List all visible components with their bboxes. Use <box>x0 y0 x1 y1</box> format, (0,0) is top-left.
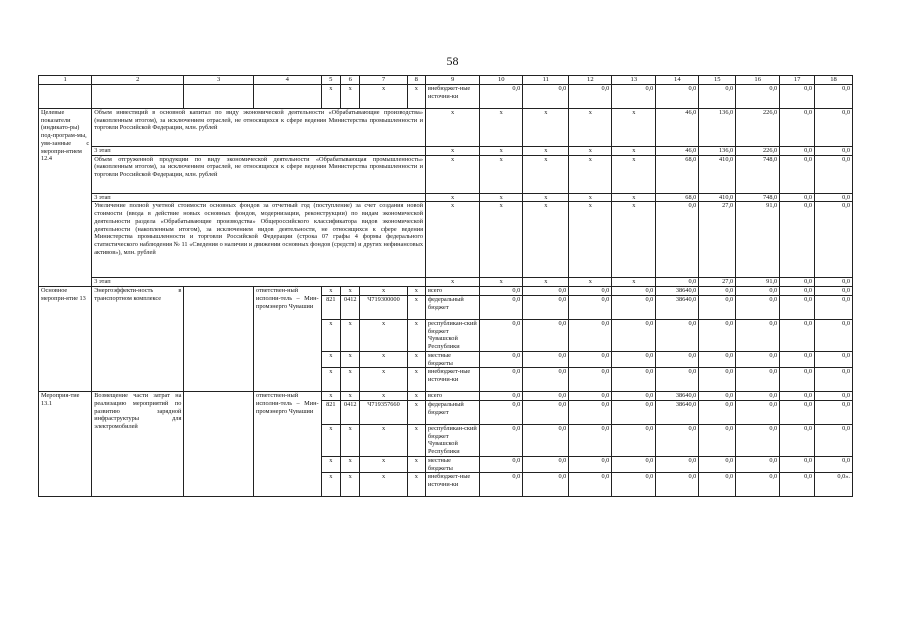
table-cell: х <box>360 473 407 497</box>
header-row <box>39 76 853 85</box>
table-cell <box>39 85 92 109</box>
table-cell: 0,0 <box>815 400 853 424</box>
table-cell: 0,0 <box>523 287 569 296</box>
table-cell: 0,0 <box>736 400 780 424</box>
table-cell: 10 <box>480 76 523 85</box>
table-cell: 0,0 <box>656 319 699 351</box>
table-cell: 0,0». <box>815 473 853 497</box>
table-cell: 0,0 <box>736 473 780 497</box>
table-cell: 0,0 <box>523 295 569 319</box>
table-cell: 5 <box>321 76 340 85</box>
table-cell: 0,0 <box>699 287 736 296</box>
table-cell: 3 этап <box>92 278 426 287</box>
table-cell: 0,0 <box>523 319 569 351</box>
table-cell: 821 <box>321 295 340 319</box>
table-cell: 0,0 <box>699 351 736 367</box>
table-cell: 0,0 <box>569 85 612 109</box>
table-cell <box>184 392 254 497</box>
table-cell: 0,0 <box>480 368 523 392</box>
table-cell: 0,0 <box>780 351 815 367</box>
table-cell: х <box>341 351 360 367</box>
table-row <box>39 392 853 401</box>
table-cell: 0,0 <box>815 202 853 278</box>
table-cell: Целевые показатели (индикато-ры) под-програм-мы, увя-занные с меропри-ятием 12.4 <box>39 109 92 287</box>
table-cell: 0,0 <box>736 85 780 109</box>
table-cell: х <box>612 202 656 278</box>
table-cell: 0,0 <box>656 85 699 109</box>
table-cell: 0,0 <box>523 368 569 392</box>
table-cell: 27,0 <box>699 278 736 287</box>
table-cell: 0,0 <box>815 351 853 367</box>
table-cell: 0,0 <box>612 287 656 296</box>
table-cell: х <box>425 109 479 147</box>
table-cell: х <box>321 287 340 296</box>
table-cell: х <box>569 147 612 156</box>
table-cell: 0,0 <box>523 473 569 497</box>
table-cell: 38640,0 <box>656 400 699 424</box>
table-cell: х <box>407 400 425 424</box>
table-cell: 0,0 <box>612 351 656 367</box>
table-cell: 0,0 <box>699 456 736 472</box>
table-cell: х <box>407 295 425 319</box>
table-cell: 0,0 <box>656 351 699 367</box>
table-cell: х <box>480 147 523 156</box>
table-cell: 0412 <box>341 295 360 319</box>
table-cell: 0,0 <box>815 155 853 193</box>
table-cell: х <box>360 85 407 109</box>
table-cell: 0,0 <box>815 392 853 401</box>
table-cell: х <box>321 392 340 401</box>
table-cell: х <box>480 109 523 147</box>
table-cell: 3 этап <box>92 147 426 156</box>
table-cell: 136,0 <box>699 147 736 156</box>
table-cell: х <box>569 155 612 193</box>
table-cell: х <box>360 392 407 401</box>
table-cell: Объем отгруженной продукции по виду экономической деятельности «Обрабатывающая промышленность» (накопленным итогом), за исключением отраслей, не относящихся к сфере ведения Министерства промышленности и торговли Российской Федерации, млн. рублей <box>92 155 426 193</box>
table-cell: х <box>321 456 340 472</box>
table-cell: х <box>523 155 569 193</box>
table-cell: х <box>341 473 360 497</box>
table-cell: 748,0 <box>736 155 780 193</box>
table-cell: внебюджет-ные источни-ки <box>425 368 479 392</box>
table-cell: 0,0 <box>569 456 612 472</box>
table-cell <box>92 85 184 109</box>
table-cell: 17 <box>780 76 815 85</box>
table-cell: 0,0 <box>656 368 699 392</box>
table-cell: 0,0 <box>699 85 736 109</box>
table-cell: 0,0 <box>569 368 612 392</box>
table-cell: х <box>407 473 425 497</box>
table-cell: х <box>523 202 569 278</box>
table-row <box>39 193 853 202</box>
table-cell: х <box>612 193 656 202</box>
table-cell: 11 <box>523 76 569 85</box>
table-cell: х <box>341 456 360 472</box>
table-cell: х <box>321 424 340 456</box>
table-cell: 0,0 <box>523 456 569 472</box>
table-cell: 38640,0 <box>656 295 699 319</box>
table-cell: 0,0 <box>656 202 699 278</box>
table-cell: 0,0 <box>480 319 523 351</box>
table-cell: федеральный бюджет <box>425 295 479 319</box>
table-cell: 0,0 <box>815 109 853 147</box>
table-cell <box>184 85 254 109</box>
table-cell: х <box>360 319 407 351</box>
table-cell: 7 <box>360 76 407 85</box>
table-cell: х <box>321 368 340 392</box>
table-cell: 0,0 <box>815 424 853 456</box>
table-cell: х <box>341 85 360 109</box>
table-cell: 68,0 <box>656 193 699 202</box>
table-cell: 0,0 <box>480 400 523 424</box>
table-cell: республикан-ский бюджет Чувашской Республики <box>425 424 479 456</box>
table-cell: х <box>523 278 569 287</box>
table-cell: х <box>321 85 340 109</box>
table-cell: 0,0 <box>656 424 699 456</box>
table-cell: 226,0 <box>736 109 780 147</box>
table-cell: х <box>407 392 425 401</box>
table-cell: 136,0 <box>699 109 736 147</box>
table-cell: 0,0 <box>815 295 853 319</box>
table-cell: Увеличение полной учетной стоимости основных фондов за отчетный год (поступление) за счет создания новой стоимости (ввода в действие новых основных фондов, модернизации, реконструкции) по видам экономической деятельности раздела «Обрабатывающие производства» Общероссийского классификатора видов экономической деятельности (накопленным итогом), за исключением видов деятельности, не относящихся к сфере ведения Министерства промышленности и торговли Российской Федерации (строка 07 графы 4 формы федерального статистического наблюдения № 11 «Сведения о наличии и движении основных фондов (средств) и других нефинансовых активов»), млн. рублей <box>92 202 426 278</box>
table-cell: х <box>407 351 425 367</box>
table-cell: 0,0 <box>612 392 656 401</box>
table-cell: 0,0 <box>612 456 656 472</box>
table-cell: 18 <box>815 76 853 85</box>
table-cell: 0,0 <box>612 400 656 424</box>
table-cell: 68,0 <box>656 155 699 193</box>
table-cell: 0,0 <box>736 424 780 456</box>
table-cell: х <box>569 278 612 287</box>
table-cell: 0,0 <box>569 392 612 401</box>
table-cell: 0,0 <box>523 85 569 109</box>
table-cell: 748,0 <box>736 193 780 202</box>
table-cell: 0,0 <box>780 368 815 392</box>
table-cell: 9 <box>425 76 479 85</box>
table-cell: 0,0 <box>699 368 736 392</box>
table-cell: х <box>523 109 569 147</box>
table-cell: х <box>407 368 425 392</box>
page-number: 58 <box>446 54 459 68</box>
table-cell: 0,0 <box>815 193 853 202</box>
table-cell <box>184 287 254 392</box>
table-cell: 0,0 <box>480 473 523 497</box>
table-cell: х <box>407 85 425 109</box>
table-cell: 27,0 <box>699 202 736 278</box>
table-cell: х <box>360 351 407 367</box>
table-cell: х <box>341 319 360 351</box>
table-cell: Ч719357660 <box>360 400 407 424</box>
table-cell: 6 <box>341 76 360 85</box>
table-row <box>39 202 853 278</box>
table-cell: 226,0 <box>736 147 780 156</box>
table-cell: 0,0 <box>815 456 853 472</box>
table-cell: х <box>612 147 656 156</box>
table-cell: х <box>360 368 407 392</box>
table-cell: 0,0 <box>569 319 612 351</box>
table-cell: 0,0 <box>480 295 523 319</box>
table-cell: 0,0 <box>523 392 569 401</box>
table-row <box>39 85 853 109</box>
table-row <box>39 109 853 147</box>
table-cell: 0,0 <box>569 287 612 296</box>
table-cell: х <box>480 155 523 193</box>
table-cell: 0,0 <box>780 424 815 456</box>
table-cell: всего <box>425 392 479 401</box>
table-cell: 0,0 <box>780 456 815 472</box>
table-cell: 0,0 <box>656 456 699 472</box>
table-cell: Мероприя-тие 13.1 <box>39 392 92 497</box>
table-cell: 3 этап <box>92 193 426 202</box>
table-cell: 91,0 <box>736 202 780 278</box>
table-cell: 0,0 <box>699 319 736 351</box>
table-cell: х <box>523 193 569 202</box>
table-cell: 0,0 <box>780 202 815 278</box>
table-cell: 410,0 <box>699 155 736 193</box>
table-cell: х <box>407 287 425 296</box>
table-cell: 0,0 <box>780 400 815 424</box>
table-cell: 8 <box>407 76 425 85</box>
table-cell: х <box>425 147 479 156</box>
table-cell: 0,0 <box>699 424 736 456</box>
table-cell: 0,0 <box>699 473 736 497</box>
table-cell: х <box>341 368 360 392</box>
table-cell: 0,0 <box>569 400 612 424</box>
table-cell: 0,0 <box>699 295 736 319</box>
table-cell: 0,0 <box>736 456 780 472</box>
table-cell: республикан-ский бюджет Чувашской Республики <box>425 319 479 351</box>
table-cell: 0,0 <box>780 295 815 319</box>
table-cell: 0,0 <box>736 287 780 296</box>
table-cell: х <box>341 424 360 456</box>
table-cell: 0,0 <box>736 295 780 319</box>
table-cell: 0,0 <box>699 400 736 424</box>
table-cell: х <box>569 109 612 147</box>
table-cell: 410,0 <box>699 193 736 202</box>
table-cell: местные бюджеты <box>425 456 479 472</box>
table-cell: х <box>612 155 656 193</box>
table-cell: 14 <box>656 76 699 85</box>
table-cell: 0,0 <box>480 424 523 456</box>
table-cell: 0,0 <box>815 278 853 287</box>
table-cell: 0,0 <box>780 278 815 287</box>
table-cell: Основное меропри-ятие 13 <box>39 287 92 392</box>
table-cell: х <box>407 456 425 472</box>
table-row <box>39 278 853 287</box>
table-cell: 3 <box>184 76 254 85</box>
table-cell: х <box>407 319 425 351</box>
table-cell: 12 <box>569 76 612 85</box>
table-cell: 0,0 <box>780 109 815 147</box>
table-cell: х <box>360 456 407 472</box>
table-cell: ответствен-ный исполни-тель – Мин-промэнерго Чувашии <box>254 287 322 392</box>
table-row <box>39 155 853 193</box>
table-cell: х <box>569 202 612 278</box>
table-cell: 0,0 <box>480 392 523 401</box>
table-cell: 0,0 <box>736 319 780 351</box>
table-cell: 13 <box>612 76 656 85</box>
table-cell: х <box>612 278 656 287</box>
table-cell: 0,0 <box>612 368 656 392</box>
table-cell: 0,0 <box>780 193 815 202</box>
table-cell: 0,0 <box>480 456 523 472</box>
table-cell: х <box>360 287 407 296</box>
table-cell: 0,0 <box>815 319 853 351</box>
table-cell: 0,0 <box>736 392 780 401</box>
table-cell: х <box>480 202 523 278</box>
table-cell: 0,0 <box>612 473 656 497</box>
table-cell: Возмещение части затрат на реализацию мероприятий по развитию зарядной инфраструктуры для электромобилей <box>92 392 184 497</box>
table-cell: 16 <box>736 76 780 85</box>
table-cell: 0,0 <box>612 319 656 351</box>
table-cell: 1 <box>39 76 92 85</box>
table-cell: 0,0 <box>656 278 699 287</box>
table-cell: х <box>321 351 340 367</box>
table-cell: х <box>569 193 612 202</box>
table-cell: 0,0 <box>480 351 523 367</box>
table-cell: х <box>425 155 479 193</box>
table-cell: 0,0 <box>815 147 853 156</box>
table-cell: 0,0 <box>569 473 612 497</box>
table-cell: х <box>425 278 479 287</box>
table-cell: 0,0 <box>569 351 612 367</box>
table-cell: 0,0 <box>780 392 815 401</box>
table-cell: 38640,0 <box>656 392 699 401</box>
table-cell: 0,0 <box>780 473 815 497</box>
table-cell: 91,0 <box>736 278 780 287</box>
table-cell: всего <box>425 287 479 296</box>
table-cell: федеральный бюджет <box>425 400 479 424</box>
table-cell: 0,0 <box>780 287 815 296</box>
table-row <box>39 287 853 296</box>
table-cell: х <box>321 319 340 351</box>
table-cell: 0,0 <box>612 424 656 456</box>
table-cell: 38640,0 <box>656 287 699 296</box>
table-cell: внебюджет-ные источни-ки <box>425 85 479 109</box>
table-cell: 2 <box>92 76 184 85</box>
table-cell: Объем инвестиций в основной капитал по виду экономической деятельности «Обрабатывающие производства» (накопленным итогом), за исключением отраслей, не относящихся к сфере ведения Министерства промышленности и торговли Российской Федерации, млн. рублей <box>92 109 426 147</box>
table-cell: ответствен-ный исполни-тель – Мин-промэнерго Чувашии <box>254 392 322 497</box>
table-cell: 0,0 <box>480 85 523 109</box>
table-cell: х <box>523 147 569 156</box>
table-cell: 15 <box>699 76 736 85</box>
table-cell: 0,0 <box>523 400 569 424</box>
table-cell: 0,0 <box>815 287 853 296</box>
table-cell: 0,0 <box>569 424 612 456</box>
table-cell: 46,0 <box>656 147 699 156</box>
table-cell: местные бюджеты <box>425 351 479 367</box>
table-cell: х <box>407 424 425 456</box>
table-cell: 0,0 <box>736 368 780 392</box>
table-cell: 0,0 <box>656 473 699 497</box>
table-cell: 0,0 <box>523 351 569 367</box>
table-cell: х <box>321 473 340 497</box>
table-cell: х <box>612 109 656 147</box>
table-cell: 0,0 <box>480 287 523 296</box>
table-cell: х <box>480 193 523 202</box>
table-cell: х <box>341 392 360 401</box>
table-cell: 0,0 <box>612 295 656 319</box>
table-cell: х <box>480 278 523 287</box>
table-cell: х <box>341 287 360 296</box>
table-cell: 46,0 <box>656 109 699 147</box>
table-cell: 0,0 <box>780 85 815 109</box>
table-cell: Ч719300000 <box>360 295 407 319</box>
table-cell: 4 <box>254 76 322 85</box>
table-cell: 0,0 <box>569 295 612 319</box>
table-cell: 0,0 <box>780 155 815 193</box>
table-cell: 0,0 <box>780 147 815 156</box>
table-cell: 0,0 <box>815 368 853 392</box>
table-cell: 0,0 <box>612 85 656 109</box>
table-cell: 0,0 <box>699 392 736 401</box>
table-cell: 821 <box>321 400 340 424</box>
table-cell: х <box>425 193 479 202</box>
table-cell: Энергоэффекти-ность в транспортном комплексе <box>92 287 184 392</box>
table-cell: 0,0 <box>815 85 853 109</box>
table-cell: 0,0 <box>736 351 780 367</box>
table-cell: внебюджет-ные источни-ки <box>425 473 479 497</box>
table-cell: х <box>360 424 407 456</box>
table-cell <box>254 85 322 109</box>
table-cell: 0,0 <box>780 319 815 351</box>
table-cell: х <box>425 202 479 278</box>
table-cell: 0412 <box>341 400 360 424</box>
budget-table <box>38 75 853 497</box>
table-row <box>39 147 853 156</box>
table-cell: 0,0 <box>523 424 569 456</box>
